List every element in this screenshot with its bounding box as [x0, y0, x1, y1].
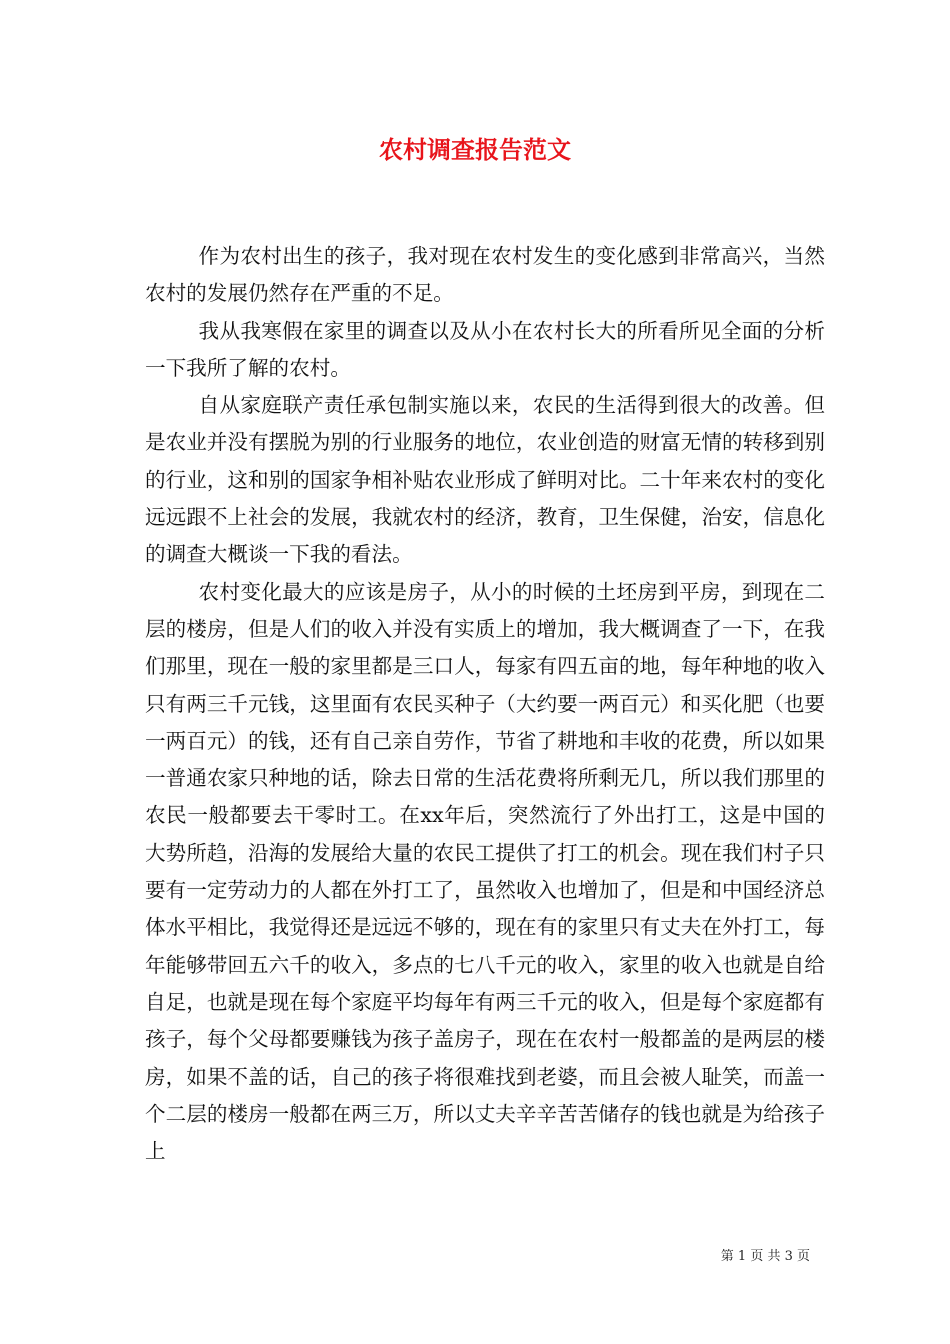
page-number-footer: 第 1 页 共 3 页: [720, 1249, 810, 1264]
paragraph-1: 作为农村出生的孩子，我对现在农村发生的变化感到非常高兴，当然农村的发展仍然存在严重的不足。: [145, 244, 825, 306]
document-body: [145, 238, 825, 1170]
page-title: 农村调查报告范文: [379, 135, 571, 164]
paragraph-3: 自从家庭联产责任承包制实施以来，农民的生活得到很大的改善。但是农业并没有摆脱为别的行业服务的地位，农业创造的财富无情的转移到别的行业，这和别的国家争相补贴农业形成了鲜明对比。二十年来农村的变化远远跟不上社会的发展，我就农村的经济，教育，卫生保健，治安，信息化的调查大概谈一下我的看法。: [145, 393, 825, 567]
paragraph-2: 我从我寒假在家里的调查以及从小在农村长大的所看所见全面的分析一下我所了解的农村。: [145, 318, 825, 380]
paragraph-4: 农村变化最大的应该是房子，从小的时候的土坯房到平房，到现在二层的楼房，但是人们的收入并没有实质上的增加，我大概调查了一下，在我们那里，现在一般的家里都是三口人，每家有四五亩的地，每年种地的收入只有两三千元钱，这里面有农民买种子（大约要一两百元）和买化肥（也要一两百元）的钱，还有自己亲自劳作，节省了耕地和丰收的花费，所以如果一普通农家只种地的话，除去日常的生活花费将所剩无几，所以我们那里的农民一般都要去干零时工。在xx年后，突然流行了外出打工，这是中国的大势所趋，沿海的发展给大量的农民工提供了打工的机会。现在我们村子只要有一定劳动力的人都在外打工了，虽然收入也增加了，但是和中国经济总体水平相比，我觉得还是远远不够的，现在有的家里只有丈夫在外打工，每年能够带回五六千的收入，多点的七八千元的收入，家里的收入也就是自给自足，也就是现在每个家庭平均每年有两三千元的收入，但是每个家庭都有孩子，每个父母都要赚钱为孩子盖房子，现在在农村一般都盖的是两层的楼房，如果不盖的话，自己的孩子将很难找到老婆，而且会被人耻笑，而盖一个二层的楼房一般都在两三万，所以丈夫辛辛苦苦储存的钱也就是为给孩子上: [145, 579, 825, 1164]
